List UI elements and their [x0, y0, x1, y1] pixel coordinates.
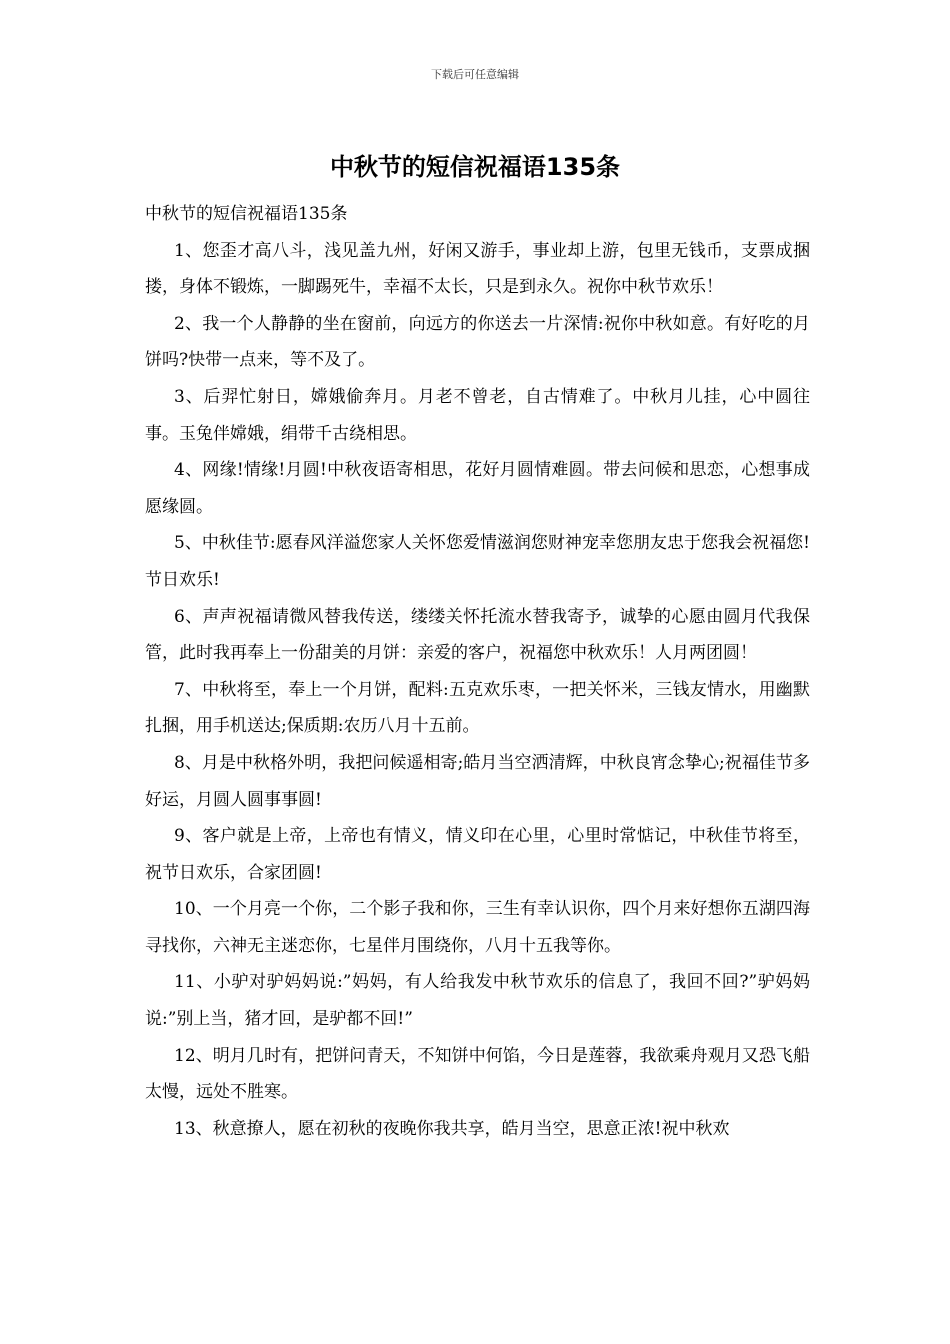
greeting-item: 6、声声祝福请微风替我传送，缕缕关怀托流水替我寄予，诚挚的心愿由圆月代我保管，此时我再奉上一份甜美的月饼：亲爱的客户，祝福您中秋欢乐！人月两团圆！: [145, 606, 810, 664]
greeting-item: 1、您歪才高八斗，浅见盖九州，好闲又游手，事业却上游，包里无钱币，支票成捆搂，身体不锻炼，一脚踢死牛，幸福不太长，只是到永久。祝你中秋节欢乐！: [145, 240, 810, 298]
greeting-item: 2、我一个人静静的坐在窗前，向远方的你送去一片深情:祝你中秋如意。有好吃的月饼吗?快带一点来，等不及了。: [145, 313, 810, 371]
greeting-item: 5、中秋佳节:愿春风洋溢您家人关怀您爱情滋润您财神宠幸您朋友忠于您我会祝福您!节日欢乐!: [145, 533, 810, 590]
document-title: 中秋节的短信祝福语135条: [329, 153, 621, 181]
greeting-item: 10、一个月亮一个你，二个影子我和你，三生有幸认识你，四个月来好想你五湖四海寻找你，六神无主迷恋你，七星伴月围绕你，八月十五我等你。: [145, 899, 810, 956]
document-body: [145, 196, 810, 1147]
document-subtitle: 中秋节的短信祝福语135条: [145, 204, 348, 224]
greeting-item: 8、月是中秋格外明，我把问候遥相寄;皓月当空洒清辉，中秋良宵念挚心;祝福佳节多好运，月圆人圆事事圆!: [145, 752, 810, 810]
greeting-item: 11、小驴对驴妈妈说:”妈妈，有人给我发中秋节欢乐的信息了，我回不回?”驴妈妈说:”别上当，猪才回，是驴都不回!”: [145, 972, 810, 1030]
greeting-item: 4、网缘!情缘!月圆!中秋夜语寄相思，花好月圆情难圆。带去问候和思恋，心想事成愿缘圆。: [145, 460, 810, 517]
greeting-item: 12、明月几时有，把饼问青天，不知饼中何馅，今日是莲蓉，我欲乘舟观月又恐飞船太慢，远处不胜寒。: [145, 1045, 810, 1103]
greeting-item: 3、后羿忙射日，嫦娥偷奔月。月老不曾老，自古情难了。中秋月儿挂，心中圆往事。玉兔伴嫦娥，绢带千古绕相思。: [145, 386, 810, 444]
header-note: 下载后可任意编辑: [431, 68, 519, 81]
greeting-item: 7、中秋将至，奉上一个月饼，配料:五克欢乐枣，一把关怀米，三钱友情水，用幽默扎捆，用手机送达;保质期:农历八月十五前。: [145, 679, 810, 737]
greeting-item: 13、秋意撩人，愿在初秋的夜晚你我共享，皓月当空，思意正浓!祝中秋欢: [174, 1118, 730, 1139]
greeting-item: 9、客户就是上帝，上帝也有情义，情义印在心里，心里时常惦记，中秋佳节将至，祝节日欢乐，合家团圆!: [145, 826, 810, 883]
